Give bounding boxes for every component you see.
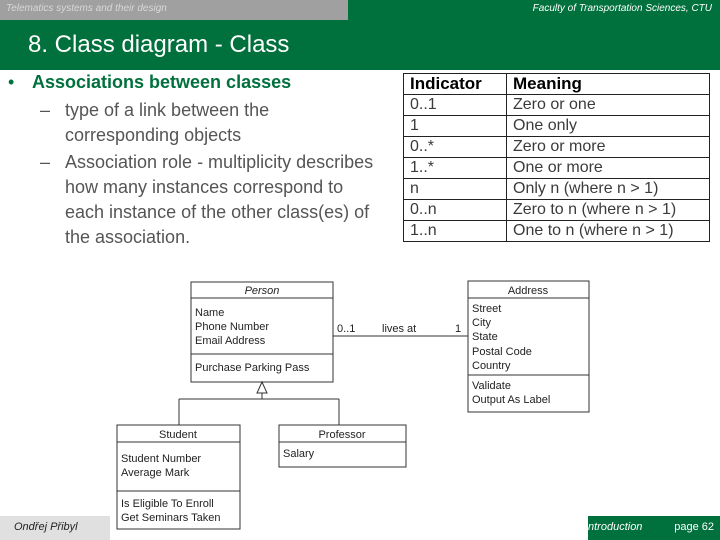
address-attribute: Country [472,360,511,372]
address-attribute: Postal Code [472,346,532,358]
class-person [191,282,333,382]
meaning-cell: One or more [507,158,710,179]
address-attribute: State [472,331,498,343]
subpoint-text: Association role - multiplicity describes how many instances correspond to each instance of the other class(es) of the association. [65,152,374,247]
address-operation: Output As Label [472,394,551,406]
indicator-cell: 1..* [404,158,507,179]
indicator-cell: 0..* [404,137,507,158]
professor-class-name: Professor [318,429,366,441]
column-header: Indicator [404,74,507,95]
multiplicity-right: 1 [455,323,462,335]
person-class-name: Person [244,285,280,297]
class-address [468,281,589,412]
meaning-cell: Zero to n (where n > 1) [507,200,710,221]
student-attribute: Student Number [121,453,202,465]
indicator-cell: 1 [404,116,507,137]
meaning-cell: Zero or more [507,137,710,158]
sub-marker: – [40,100,51,120]
sub-marker: – [40,152,51,172]
student-operation: Is Eligible To Enroll [121,498,214,510]
meaning-cell: One only [507,116,710,137]
indicator-cell: 0..n [404,200,507,221]
person-attribute: Phone Number [195,321,269,333]
generalization-arrows [179,382,339,425]
person-operation: Purchase Parking Pass [195,362,310,374]
association-label: lives at [382,323,417,335]
professor-attribute: Salary [283,448,315,460]
column-header: Meaning [507,74,710,95]
indicator-cell: 0..1 [404,95,507,116]
course-name: Telematics systems and their design [6,3,167,14]
class-student [117,425,240,529]
address-attribute: Street [472,303,502,315]
footer-section: ntroduction [588,521,643,533]
multiplicity-left: 0..1 [337,323,356,335]
inheritance-arrowhead [257,382,267,393]
address-class-name: Address [507,285,549,297]
address-attribute: City [472,317,491,329]
page-number: page 62 [674,521,714,533]
indicator-cell: n [404,179,507,200]
association-lives-at [333,323,468,336]
slide-title: 8. Class diagram - Class [28,31,290,58]
bullet-marker: • [8,72,15,92]
subpoint-text: type of a link between the corresponding objects [65,100,270,145]
faculty-name: Faculty of Transportation Sciences, CTU [532,3,712,14]
meaning-cell: Only n (where n > 1) [507,179,710,200]
person-attribute: Email Address [195,335,266,347]
address-operation: Validate [472,380,511,392]
meaning-cell: One to n (where n > 1) [507,221,710,242]
person-attribute: Name [195,307,225,319]
footer-author: Ondřej Přibyl [14,521,78,533]
class-professor [279,425,406,467]
student-attribute: Average Mark [121,467,190,479]
footer-author-box [0,516,110,540]
student-class-name: Student [159,429,197,441]
bullet-heading: Associations between classes [32,72,292,92]
student-operation: Get Seminars Taken [121,512,221,524]
indicator-cell: 1..n [404,221,507,242]
meaning-cell: Zero or one [507,95,710,116]
footer-section-box [588,516,720,540]
